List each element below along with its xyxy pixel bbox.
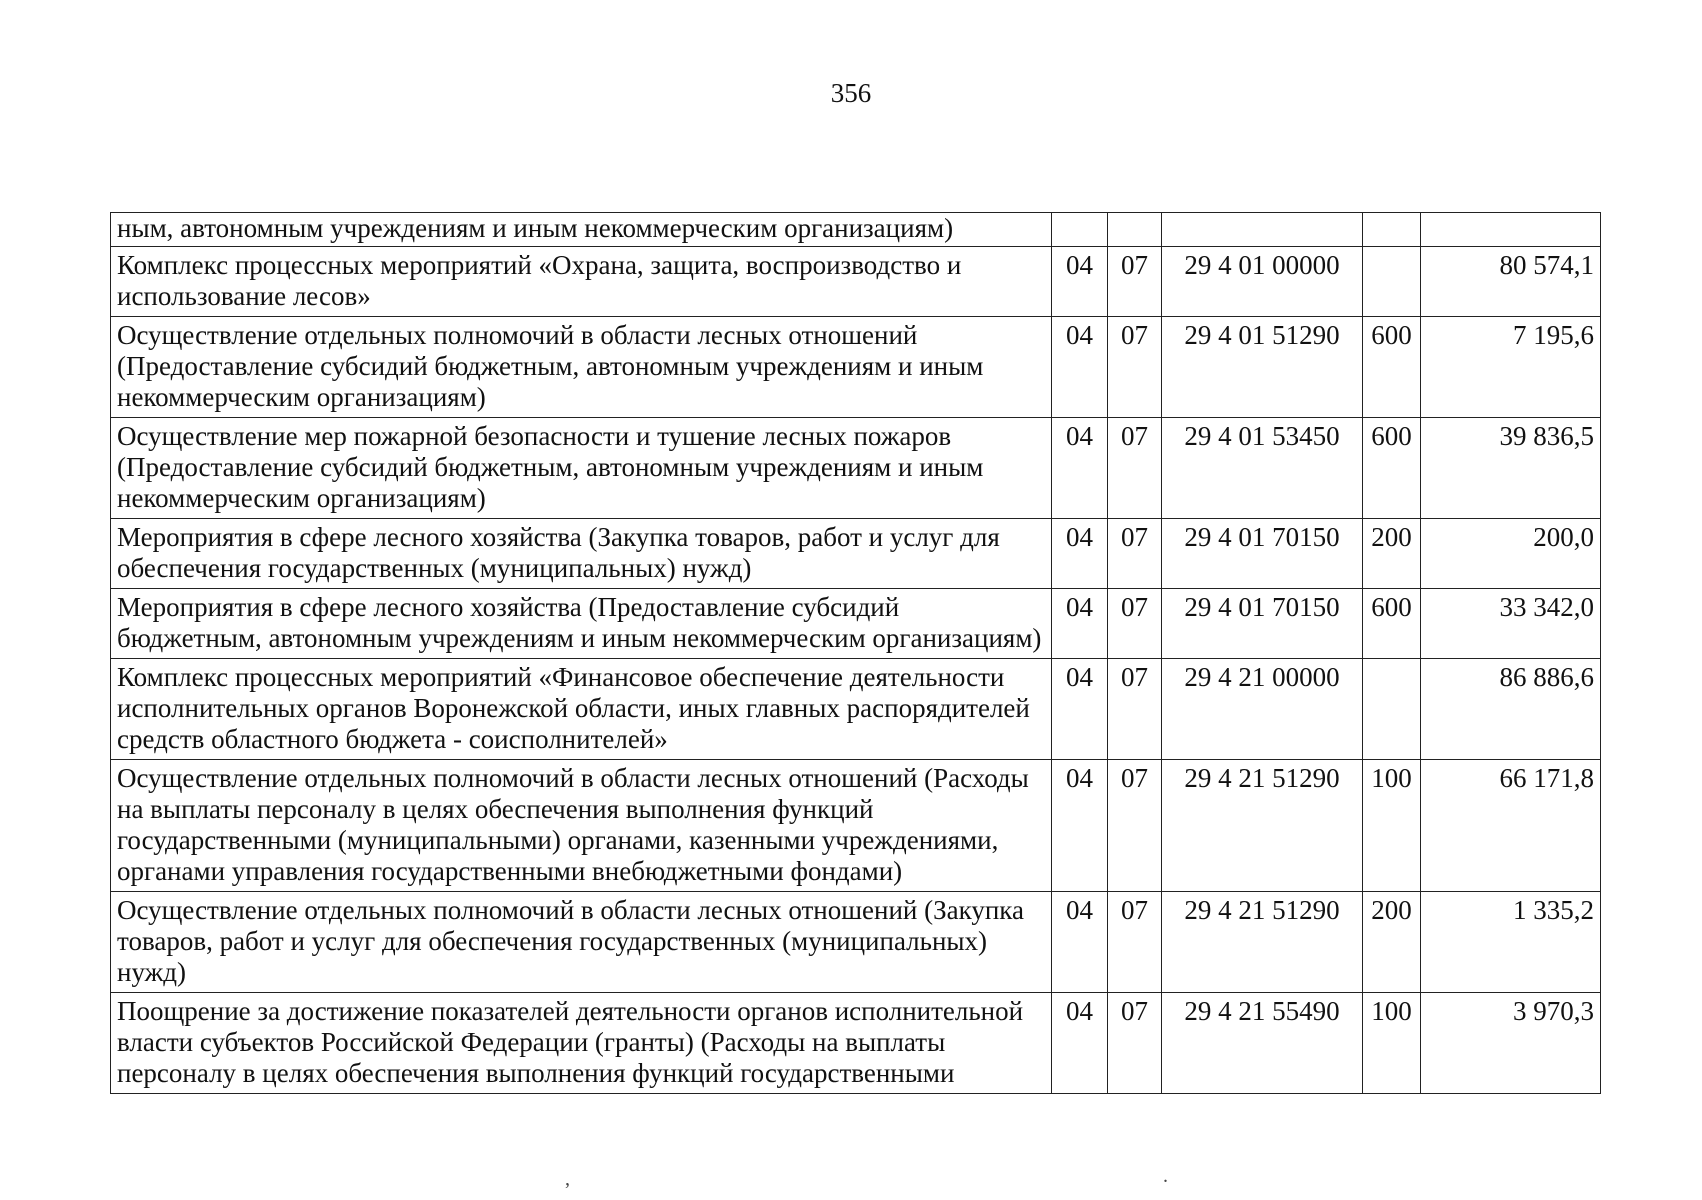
- table-row: [111, 247, 1601, 317]
- row-expense-type: 600: [1363, 418, 1421, 519]
- row-subsection: 07: [1108, 317, 1162, 418]
- row-section: 04: [1052, 519, 1108, 589]
- row-name: Мероприятия в сфере лесного хозяйства (Закупка товаров, работ и услуг для обеспечения государственных (муниципальных) нужд): [111, 519, 1052, 589]
- table-row: [111, 892, 1601, 993]
- row-amount: 200,0: [1421, 519, 1601, 589]
- row-amount: 3 970,3: [1421, 993, 1601, 1094]
- row-target-article: 29 4 01 51290: [1162, 317, 1363, 418]
- row-name: Поощрение за достижение показателей деятельности органов исполнительной власти субъектов Российской Федерации (гранты) (Расходы на выплаты персоналу в целях обеспечения выполнения функций государственными: [111, 993, 1052, 1094]
- row-target-article: 29 4 01 00000: [1162, 247, 1363, 317]
- row-target-article: 29 4 21 51290: [1162, 892, 1363, 993]
- row-subsection: 07: [1108, 519, 1162, 589]
- table-row: [111, 659, 1601, 760]
- table-row: [111, 213, 1601, 247]
- row-subsection: 07: [1108, 659, 1162, 760]
- row-name: Комплекс процессных мероприятий «Охрана, защита, воспроизводство и использование лесов»: [111, 247, 1052, 317]
- row-subsection: 07: [1108, 760, 1162, 892]
- table-row: [111, 760, 1601, 892]
- scan-speck: .: [1163, 1165, 1168, 1187]
- row-subsection: [1108, 213, 1162, 247]
- row-expense-type: 100: [1363, 760, 1421, 892]
- table-row: [111, 519, 1601, 589]
- row-section: [1052, 213, 1108, 247]
- row-target-article: 29 4 21 51290: [1162, 760, 1363, 892]
- row-name: Осуществление отдельных полномочий в области лесных отношений (Расходы на выплаты персоналу в целях обеспечения выполнения функций государственными (муниципальными) органами, казенными учреждениями, органами управления государственными внебюджетными фондами): [111, 760, 1052, 892]
- row-name: Мероприятия в сфере лесного хозяйства (Предоставление субсидий бюджетным, автономным учреждениям и иным некоммерческим организациям): [111, 589, 1052, 659]
- row-amount: 33 342,0: [1421, 589, 1601, 659]
- row-amount: 1 335,2: [1421, 892, 1601, 993]
- row-subsection: 07: [1108, 247, 1162, 317]
- row-subsection: 07: [1108, 892, 1162, 993]
- row-amount: 80 574,1: [1421, 247, 1601, 317]
- table-row: [111, 418, 1601, 519]
- row-section: 04: [1052, 659, 1108, 760]
- row-expense-type: 200: [1363, 519, 1421, 589]
- row-amount: 66 171,8: [1421, 760, 1601, 892]
- row-section: 04: [1052, 993, 1108, 1094]
- row-name: Комплекс процессных мероприятий «Финансовое обеспечение деятельности исполнительных органов Воронежской области, иных главных распорядителей средств областного бюджета - соисполнителей»: [111, 659, 1052, 760]
- row-amount: 39 836,5: [1421, 418, 1601, 519]
- row-target-article: 29 4 21 55490: [1162, 993, 1363, 1094]
- row-name: Осуществление отдельных полномочий в области лесных отношений (Закупка товаров, работ и услуг для обеспечения государственных (муниципальных) нужд): [111, 892, 1052, 993]
- row-section: 04: [1052, 247, 1108, 317]
- row-target-article: 29 4 01 70150: [1162, 589, 1363, 659]
- table-row: [111, 993, 1601, 1094]
- row-name: Осуществление мер пожарной безопасности и тушение лесных пожаров (Предоставление субсидий бюджетным, автономным учреждениям и иным некоммерческим организациям): [111, 418, 1052, 519]
- row-expense-type: [1363, 247, 1421, 317]
- row-target-article: 29 4 01 53450: [1162, 418, 1363, 519]
- row-expense-type: 100: [1363, 993, 1421, 1094]
- row-section: 04: [1052, 317, 1108, 418]
- row-expense-type: [1363, 659, 1421, 760]
- row-subsection: 07: [1108, 418, 1162, 519]
- page-number: 356: [830, 78, 872, 108]
- table-row: [111, 317, 1601, 418]
- row-section: 04: [1052, 418, 1108, 519]
- row-section: 04: [1052, 892, 1108, 993]
- row-amount: 7 195,6: [1421, 317, 1601, 418]
- row-section: 04: [1052, 589, 1108, 659]
- row-amount: [1421, 213, 1601, 247]
- budget-table: [110, 212, 1601, 1094]
- row-subsection: 07: [1108, 589, 1162, 659]
- row-target-article: 29 4 21 00000: [1162, 659, 1363, 760]
- row-expense-type: 200: [1363, 892, 1421, 993]
- row-amount: 86 886,6: [1421, 659, 1601, 760]
- table-row: [111, 589, 1601, 659]
- row-subsection: 07: [1108, 993, 1162, 1094]
- row-target-article: [1162, 213, 1363, 247]
- row-expense-type: [1363, 213, 1421, 247]
- row-name: Осуществление отдельных полномочий в области лесных отношений (Предоставление субсидий бюджетным, автономным учреждениям и иным некоммерческим организациям): [111, 317, 1052, 418]
- row-section: 04: [1052, 760, 1108, 892]
- row-expense-type: 600: [1363, 589, 1421, 659]
- row-name: ным, автономным учреждениям и иным некоммерческим организациям): [111, 213, 1052, 247]
- scan-speck: ,: [565, 1168, 570, 1190]
- row-target-article: 29 4 01 70150: [1162, 519, 1363, 589]
- row-expense-type: 600: [1363, 317, 1421, 418]
